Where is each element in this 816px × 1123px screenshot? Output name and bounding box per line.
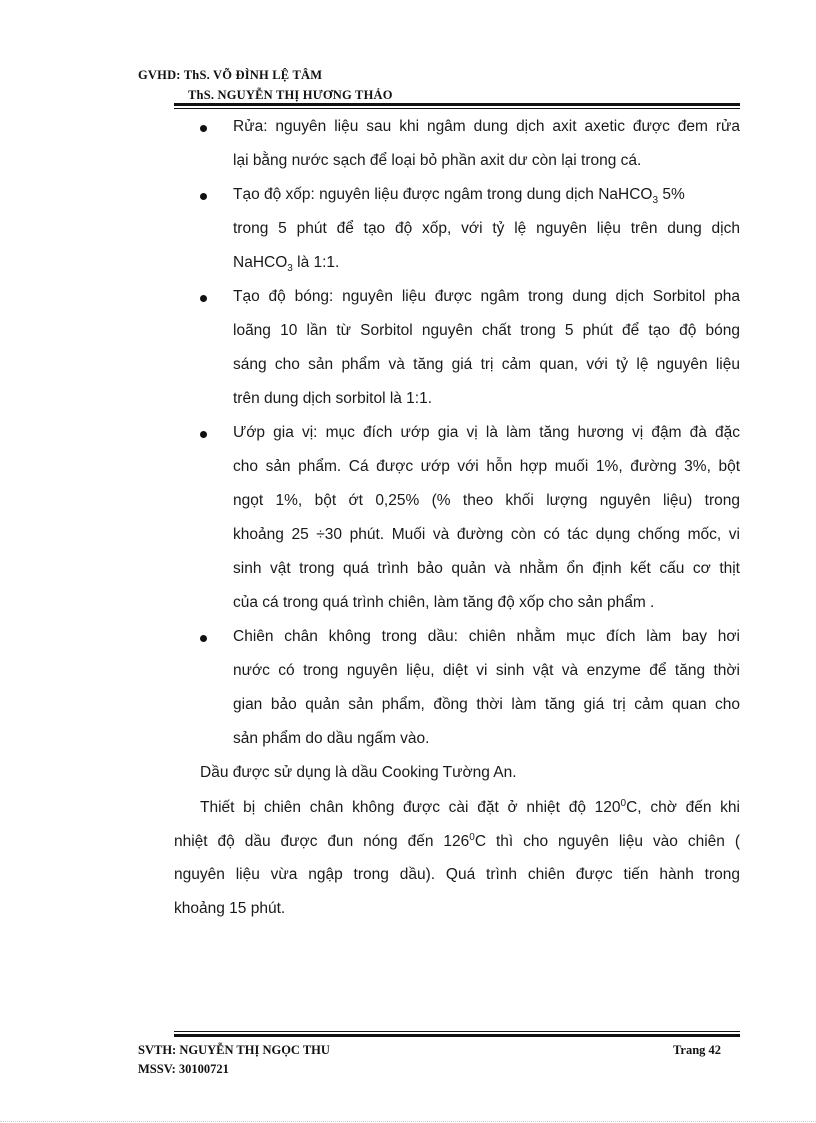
bullet-3-line-3: sáng cho sản phẩm và tăng giá trị cảm quan, với tỷ lệ nguyên liệu [233,356,740,373]
bullet-dot [200,431,207,438]
bullet-2-line-1-tail: 5% [658,186,685,203]
paragraph-frying-line-3: nguyên liệu vừa ngập trong dầu). Quá trình chiên được tiến hành trong [174,866,740,883]
bullet-2-line-3 [233,254,339,274]
bullet-dot [200,295,207,302]
paragraph-oil: Dầu được sử dụng là dầu Cooking Tường An. [200,764,517,781]
degree-sup: 0 [469,832,475,843]
bullet-5-line-3: gian bảo quản sản phẩm, đồng thời làm tăng giá trị cảm quan cho [233,696,740,713]
header-rule-thick [174,103,740,106]
footer-author: SVTH: NGUYỄN THỊ NGỌC THU [138,1043,330,1057]
header-rule-thin [174,108,740,109]
page-bottom-border [0,1121,816,1122]
p2-line2-a: nhiệt độ dầu được đun nóng đến 126 [174,833,470,851]
footer-student-id: MSSV: 30100721 [138,1062,229,1076]
bullet-dot [200,193,207,200]
bullet-2-line-3-text: NaHCO [233,254,288,271]
p2-line1-b: C, chờ đến khi [626,799,740,817]
paragraph-frying-line-1 [200,798,740,817]
degree-sup: 0 [620,798,627,809]
bullet-5-line-2: nước có trong nguyên liệu, diệt vi sinh vật và enzyme để tăng thời [233,662,740,679]
bullet-3-line-2: loãng 10 lần từ Sorbitol nguyên chất trong 5 phút để tạo độ bóng [233,322,740,339]
paragraph-frying-line-2 [174,832,740,851]
paragraph-frying-line-4: khoảng 15 phút. [174,900,286,917]
footer-rule-thin [174,1031,740,1032]
bullet-4-line-6: của cá trong quá trình chiên, làm tăng độ xốp cho sản phẩm . [233,594,655,611]
bullet-3-line-1: Tạo độ bóng: nguyên liệu được ngâm trong dung dịch Sorbitol pha [233,288,740,305]
bullet-2-line-2: trong 5 phút để tạo độ xốp, với tỷ lệ nguyên liệu trên dung dịch [233,220,740,237]
bullet-1-line-1: Rửa: nguyên liệu sau khi ngâm dung dịch axit axetic được đem rửa [233,118,740,135]
bullet-2-line-3-tail: là 1:1. [292,254,340,271]
header-supervisor-2: ThS. NGUYỄN THỊ HƯƠNG THẢO [188,88,393,102]
bullet-dot [200,125,207,132]
p2-line2-b: C thì cho nguyên liệu vào chiên ( [474,833,740,851]
bullet-4-line-2: cho sản phẩm. Cá được ướp với hỗn hợp muối 1%, đường 3%, bột [233,458,740,475]
bullet-2-line-1 [233,186,685,206]
footer-page-number: Trang 42 [673,1043,722,1057]
bullet-4-line-3: ngọt 1%, bột ớt 0,25% (% theo khối lượng nguyên liệu) trong [233,492,740,509]
bullet-4-line-5: sinh vật trong quá trình bảo quản và nhằm ổn định kết cấu cơ thịt [233,560,740,577]
bullet-dot [200,635,207,642]
subscript: 3 [287,263,293,275]
bullet-4-line-1: Ướp gia vị: mục đích ướp gia vị là làm tăng hương vị đậm đà đặc [233,424,740,441]
bullet-4-line-4: khoảng 25 ÷30 phút. Muối và đường còn có tác dụng chống mốc, vi [233,526,740,543]
bullet-5-line-1: Chiên chân không trong dầu: chiên nhằm mục đích làm bay hơi [233,628,740,645]
subscript: 3 [652,195,659,207]
bullet-2-line-1-text: Tạo độ xốp: nguyên liệu được ngâm trong dung dịch NaHCO [233,186,653,203]
bullet-1-line-2: lại bằng nước sạch để loại bỏ phần axit dư còn lại trong cá. [233,152,642,169]
p2-line1-a: Thiết bị chiên chân không được cài đặt ở nhiệt độ 120 [200,799,621,817]
bullet-3-line-4: trên dung dịch sorbitol là 1:1. [233,390,433,407]
bullet-5-line-4: sản phẩm do dầu ngấm vào. [233,730,430,747]
header-supervisor-1: GVHD: ThS. VÕ ĐÌNH LỆ TÂM [138,68,323,82]
footer-rule-thick [174,1034,740,1037]
